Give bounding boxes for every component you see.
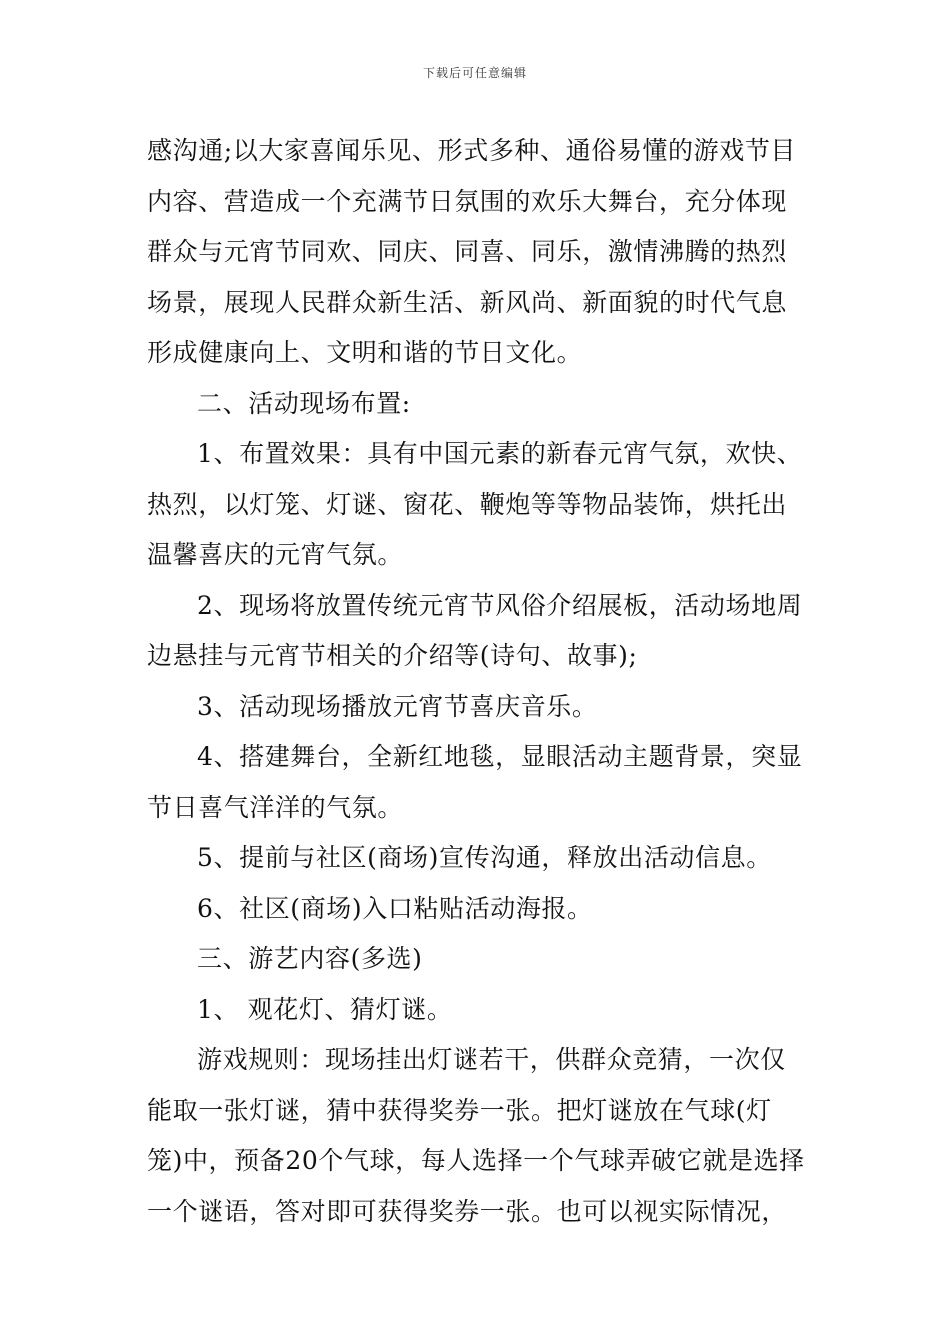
paragraph-line: 场景，展现人民群众新生活、新风尚、新面貌的时代气息: [147, 287, 788, 317]
list-item: 3、活动现场播放元宵节喜庆音乐。: [197, 691, 598, 721]
paragraph-line: 形成健康向上、文明和谐的节日文化。: [147, 338, 583, 367]
header-note: 下载后可任意编辑: [422, 66, 527, 80]
section-heading: 二、活动现场布置:: [197, 388, 411, 418]
section-heading: 三、游艺内容(多选): [197, 944, 423, 973]
list-item: 6、社区(商场)入口粘贴活动海报。: [197, 893, 593, 923]
list-item: 2、现场将放置传统元宵节风俗介绍展板，活动场地周: [197, 590, 803, 620]
paragraph-line: 温馨喜庆的元宵气氛。: [147, 540, 404, 569]
paragraph-line: 节日喜气洋洋的气氛。: [147, 792, 404, 822]
list-item: 1、 观花灯、猜灯谜。: [197, 994, 453, 1024]
paragraph-line: 笼)中，预备20个气球，每人选择一个气球弄破它就是选择: [147, 1146, 805, 1175]
list-item: 1、布置效果：具有中国元素的新春元宵气氛，欢快、: [197, 439, 803, 468]
paragraph-line: 群众与元宵节同欢、同庆、同喜、同乐，激情沸腾的热烈: [147, 237, 788, 266]
paragraph-line: 热烈，以灯笼、灯谜、窗花、鞭炮等等物品装饰，烘托出: [147, 489, 788, 519]
paragraph-line: 能取一张灯谜，猜中获得奖券一张。把灯谜放在气球(灯: [147, 1095, 772, 1125]
paragraph-line: 感沟通;以大家喜闻乐见、形式多种、通俗易懂的游戏节目: [147, 136, 797, 165]
paragraph-line: 一个谜语，答对即可获得奖券一张。也可以视实际情况，: [147, 1196, 788, 1226]
list-item: 5、提前与社区(商场)宣传沟通，释放出活动信息。: [197, 843, 772, 872]
list-item: 4、搭建舞台，全新红地毯，显眼活动主题背景，突显: [197, 742, 803, 771]
paragraph-line: 边悬挂与元宵节相关的介绍等(诗句、故事);: [147, 641, 638, 670]
document-body: [147, 126, 807, 1237]
paragraph-line: 内容、营造成一个充满节日氛围的欢乐大舞台，充分体现: [147, 186, 788, 216]
paragraph-line: 游戏规则：现场挂出灯谜若干，供群众竞猜，一次仅: [197, 1045, 786, 1074]
